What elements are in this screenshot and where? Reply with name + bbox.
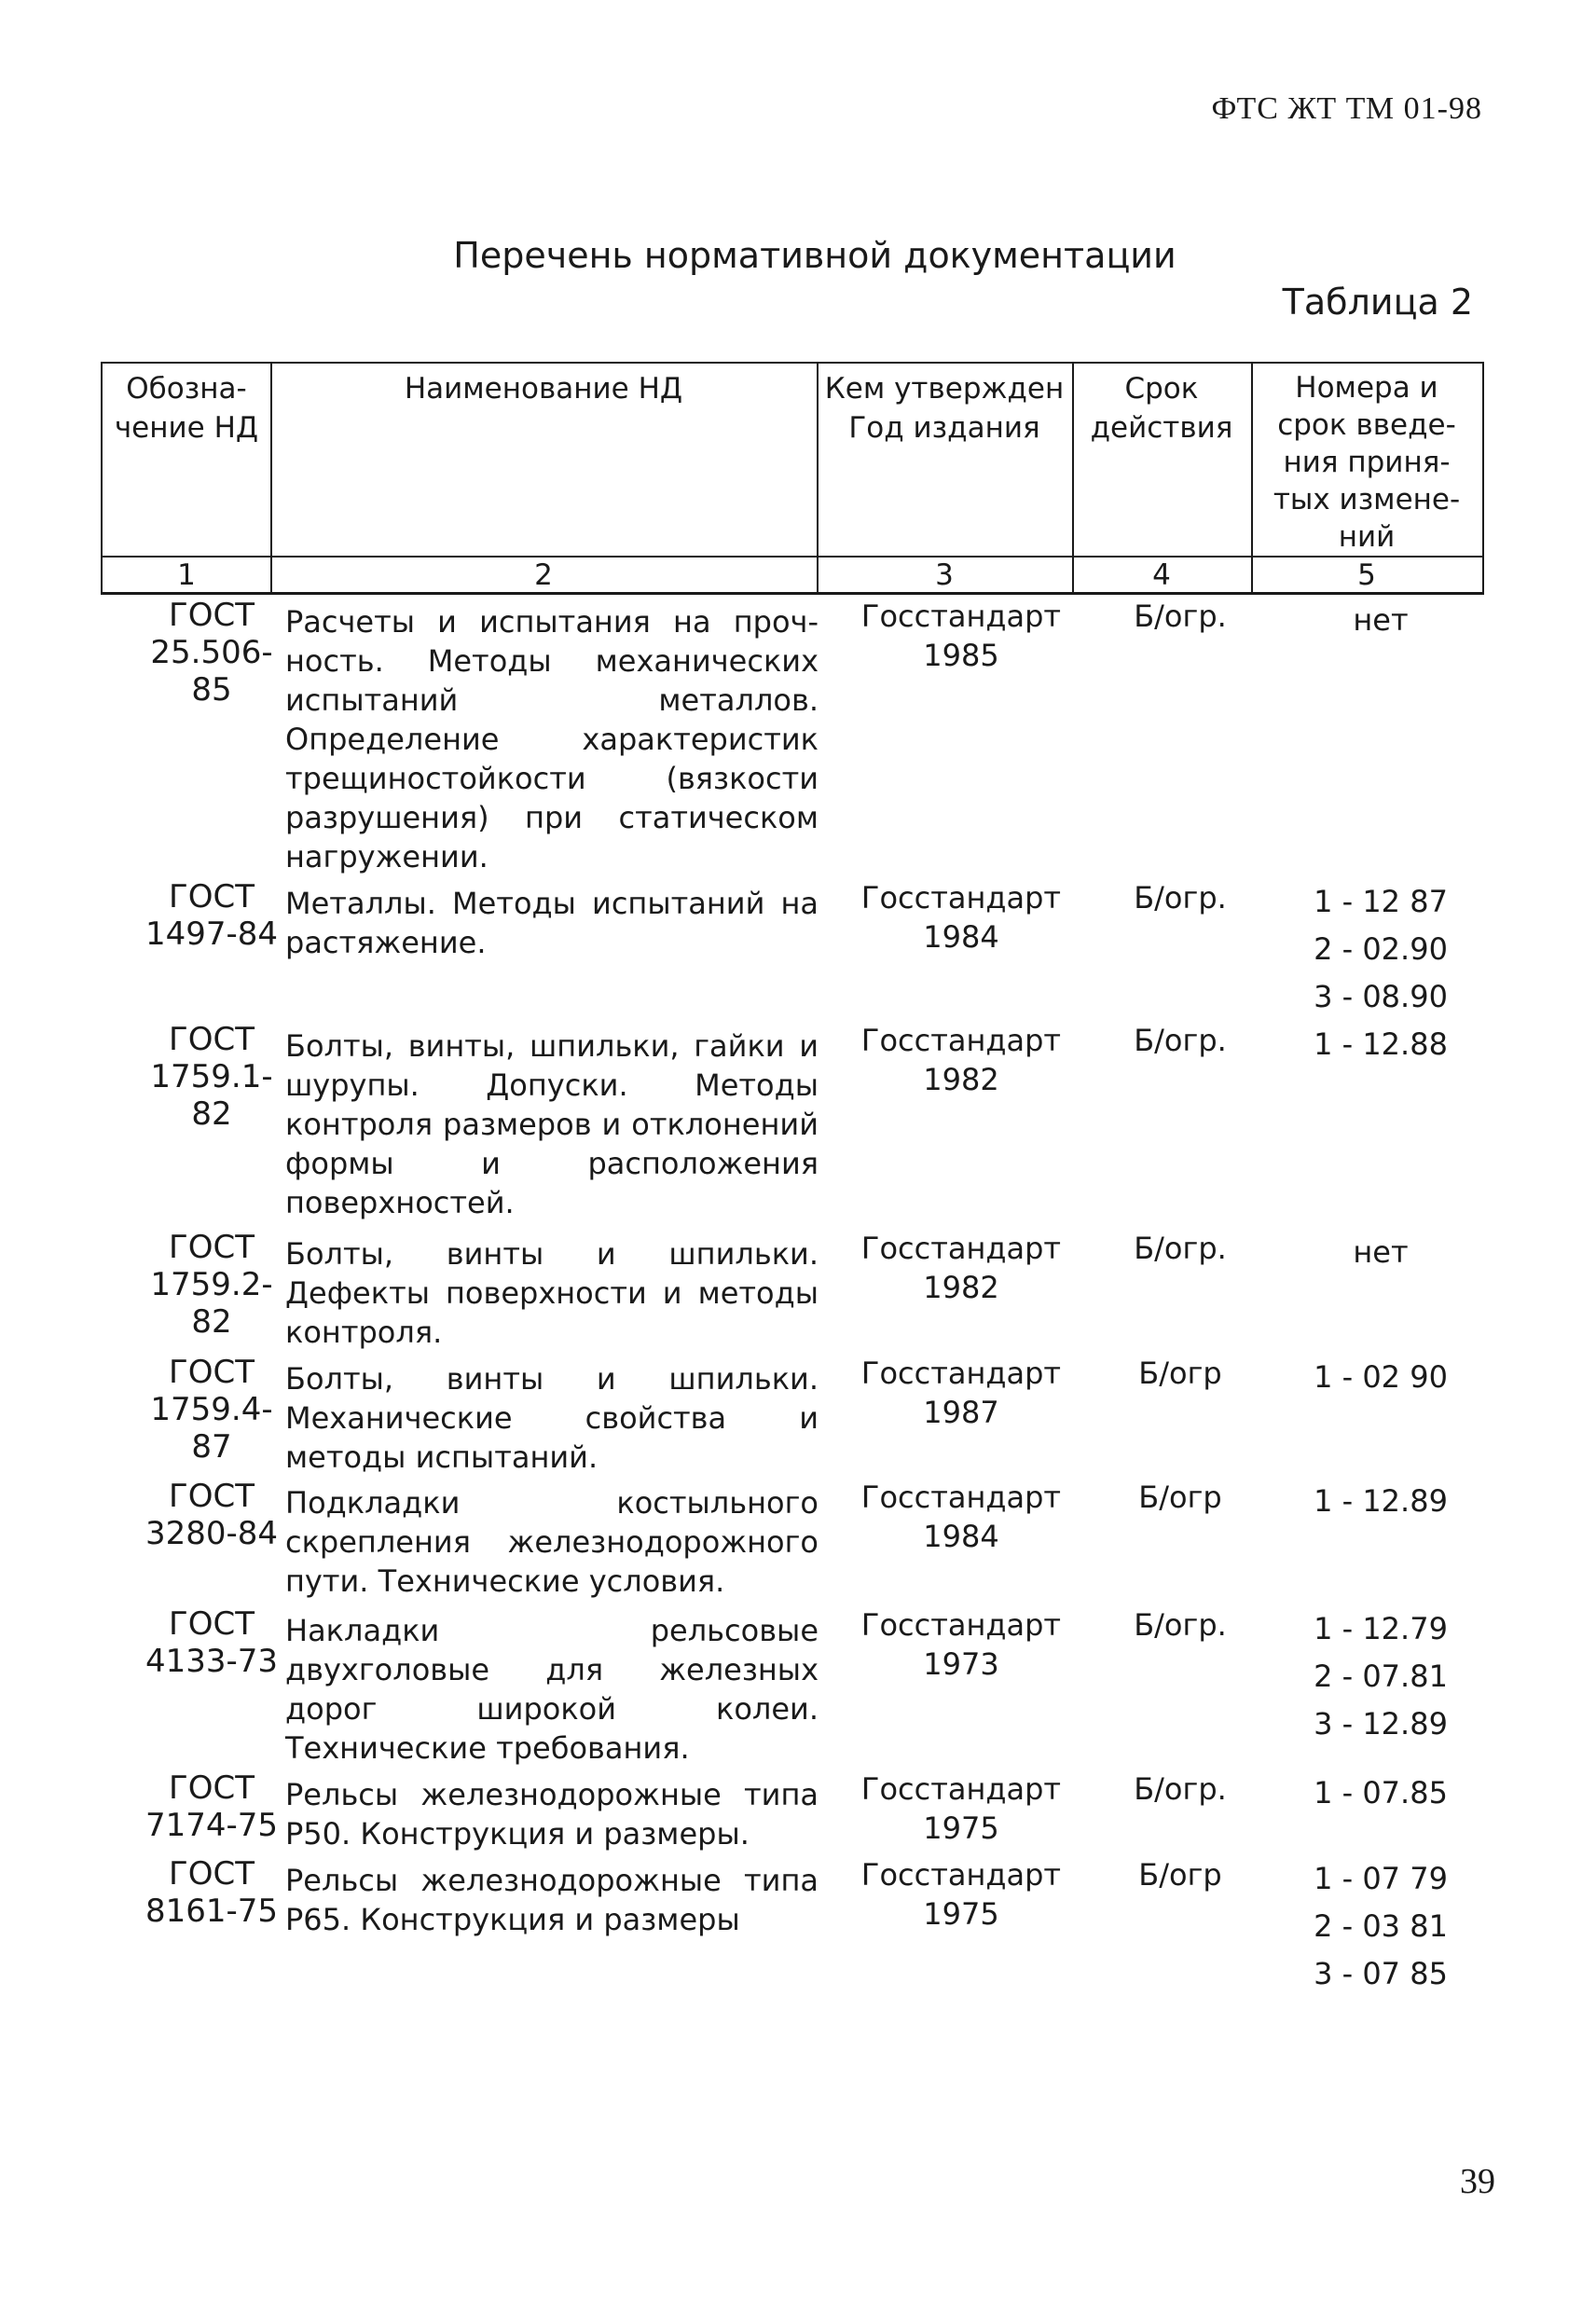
change-entry: 1 - 12.88 bbox=[1314, 1026, 1448, 1062]
cell-approved: Госстандарт 1987 bbox=[860, 1356, 1062, 1430]
cell-designation: ГОСТ 25.506- 85 bbox=[150, 597, 273, 709]
cell-name: Накладки рельсовые двухголовые для железных дорог широкой колеи. Технические требования. bbox=[285, 1613, 819, 1766]
cell-changes bbox=[1283, 1229, 1479, 1276]
cell-name: Подкладки костыльного скрепления железнодорожного пути. Технические условия. bbox=[285, 1485, 819, 1599]
cell-changes bbox=[1283, 1605, 1479, 1748]
cell-designation: ГОСТ 1497-84 bbox=[144, 878, 279, 953]
column-number: 2 bbox=[534, 558, 553, 592]
column-header-changes: Номера и срок введе- ния приня- тых измене- ний bbox=[1273, 371, 1461, 554]
cell-name: Металлы. Методы испытаний на растяжение. bbox=[285, 886, 819, 960]
cell-designation: ГОСТ 1759.1- 82 bbox=[150, 1021, 273, 1133]
document-code: ФТС ЖТ ТМ 01-98 bbox=[1211, 91, 1482, 126]
change-entry: 1 - 12.79 bbox=[1314, 1611, 1448, 1646]
change-entry: 1 - 12 87 bbox=[1314, 884, 1448, 919]
change-entry: 1 - 07.85 bbox=[1314, 1775, 1448, 1810]
column-header-name: Наименование НД bbox=[404, 372, 683, 406]
cell-name: Болты, винты и шпильки. Дефекты поверхности и методы контроля. bbox=[285, 1236, 819, 1350]
cell-changes bbox=[1283, 1478, 1479, 1525]
table-caption: Таблица 2 bbox=[1282, 282, 1473, 323]
column-number: 5 bbox=[1357, 558, 1376, 592]
column-number: 3 bbox=[935, 558, 954, 592]
change-entry: 2 - 02.90 bbox=[1314, 931, 1448, 967]
cell-validity: Б/огр. bbox=[1134, 1771, 1227, 1807]
cell-designation: ГОСТ 8161-75 bbox=[144, 1855, 279, 1930]
change-entry: нет bbox=[1353, 602, 1409, 638]
cell-validity: Б/огр. bbox=[1134, 880, 1227, 916]
cell-approved: Госстандарт 1984 bbox=[860, 880, 1062, 955]
change-entry: 3 - 08.90 bbox=[1314, 979, 1448, 1014]
cell-designation: ГОСТ 1759.2- 82 bbox=[150, 1229, 273, 1341]
cell-changes bbox=[1283, 1769, 1479, 1817]
change-entry: 3 - 12.89 bbox=[1314, 1706, 1448, 1742]
cell-changes bbox=[1283, 878, 1479, 1021]
change-entry: 2 - 03 81 bbox=[1314, 1908, 1448, 1944]
cell-changes bbox=[1283, 1855, 1479, 1998]
cell-validity: Б/огр. bbox=[1134, 1231, 1227, 1266]
cell-validity: Б/огр bbox=[1138, 1356, 1222, 1391]
cell-designation: ГОСТ 7174-75 bbox=[144, 1769, 279, 1844]
cell-designation: ГОСТ 3280-84 bbox=[144, 1478, 279, 1552]
cell-changes bbox=[1283, 597, 1479, 644]
table-header bbox=[101, 362, 1484, 595]
cell-approved: Госстандарт 1975 bbox=[860, 1857, 1062, 1932]
cell-approved: Госстандарт 1984 bbox=[860, 1480, 1062, 1554]
cell-name: Рельсы железнодорожные типа Р50. Конструкция и размеры. bbox=[285, 1777, 819, 1852]
cell-changes bbox=[1283, 1021, 1479, 1068]
page-number: 39 bbox=[1460, 2162, 1495, 2201]
change-entry: 1 - 07 79 bbox=[1314, 1861, 1448, 1896]
cell-validity: Б/огр bbox=[1138, 1480, 1222, 1515]
cell-validity: Б/огр. bbox=[1134, 599, 1227, 634]
cell-approved: Госстандарт 1973 bbox=[860, 1607, 1062, 1682]
document-title: Перечень нормативной документации bbox=[453, 235, 1176, 276]
cell-name: Болты, винты, шпильки, гайки и шурупы. Допуски. Методы контроля размеров и отклонений формы и расположения поверхностей. bbox=[285, 1028, 819, 1220]
column-header-validity: Срок действия bbox=[1090, 372, 1233, 445]
cell-approved: Госстандарт 1982 bbox=[860, 1231, 1062, 1305]
change-entry: 1 - 02 90 bbox=[1314, 1359, 1448, 1395]
cell-validity: Б/огр. bbox=[1134, 1607, 1227, 1643]
cell-name: Болты, винты и шпильки. Механические свойства и методы испытаний. bbox=[285, 1361, 819, 1475]
column-header-designation: Обозна- чение НД bbox=[114, 372, 259, 445]
column-header-approved: Кем утвержден Год издания bbox=[824, 372, 1065, 445]
cell-name: Рельсы железнодорожные типа Р65. Конструкция и размеры bbox=[285, 1863, 819, 1937]
change-entry: нет bbox=[1353, 1234, 1409, 1270]
cell-approved: Госстандарт 1982 bbox=[860, 1023, 1062, 1097]
cell-approved: Госстандарт 1975 bbox=[860, 1771, 1062, 1846]
cell-changes bbox=[1283, 1354, 1479, 1401]
column-number: 1 bbox=[177, 558, 196, 592]
cell-name: Расчеты и испытания на проч-ность. Методы механических испытаний металлов. Определение характеристик трещиностойкости (вязкости разрушения) при статическом нагружении. bbox=[285, 604, 819, 874]
column-number: 4 bbox=[1152, 558, 1171, 592]
cell-validity: Б/огр. bbox=[1134, 1023, 1227, 1058]
change-entry: 1 - 12.89 bbox=[1314, 1483, 1448, 1519]
cell-designation: ГОСТ 1759.4- 87 bbox=[150, 1354, 273, 1466]
change-entry: 2 - 07.81 bbox=[1314, 1659, 1448, 1694]
change-entry: 3 - 07 85 bbox=[1314, 1956, 1448, 1991]
cell-designation: ГОСТ 4133-73 bbox=[144, 1605, 279, 1680]
cell-approved: Госстандарт 1985 bbox=[860, 599, 1062, 673]
cell-validity: Б/огр bbox=[1138, 1857, 1222, 1893]
